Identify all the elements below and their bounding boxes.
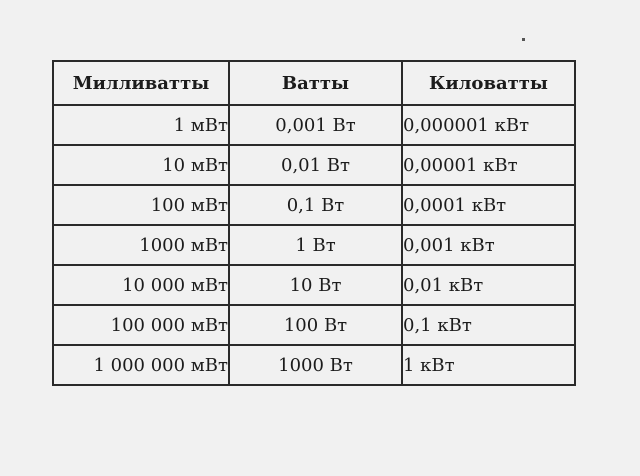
cell-milliwatts: 1 000 000 мВт	[53, 345, 229, 385]
cell-kilowatts: 0,1 кВт	[402, 305, 575, 345]
cell-kilowatts: 0,01 кВт	[402, 265, 575, 305]
table-row	[53, 265, 575, 305]
cell-kilowatts: 0,000001 кВт	[402, 105, 575, 145]
table-row	[53, 105, 575, 145]
header-row	[53, 61, 575, 105]
cell-kilowatts: 0,00001 кВт	[402, 145, 575, 185]
cell-milliwatts: 100 000 мВт	[53, 305, 229, 345]
cell-milliwatts: 1 мВт	[53, 105, 229, 145]
cell-watts: 1000 Вт	[229, 345, 402, 385]
table-row	[53, 145, 575, 185]
cell-kilowatts: 0,0001 кВт	[402, 185, 575, 225]
cell-milliwatts: 10 мВт	[53, 145, 229, 185]
cell-milliwatts: 10 000 мВт	[53, 265, 229, 305]
table-row	[53, 225, 575, 265]
table-row	[53, 345, 575, 385]
header-kilowatts: Киловатты	[402, 61, 575, 105]
cell-kilowatts: 0,001 кВт	[402, 225, 575, 265]
cell-watts: 0,001 Вт	[229, 105, 402, 145]
cell-watts: 100 Вт	[229, 305, 402, 345]
header-watts: Ватты	[229, 61, 402, 105]
cell-watts: 0,01 Вт	[229, 145, 402, 185]
header-milliwatts: Милливатты	[53, 61, 229, 105]
cell-watts: 10 Вт	[229, 265, 402, 305]
cell-watts: 1 Вт	[229, 225, 402, 265]
cell-milliwatts: 1000 мВт	[53, 225, 229, 265]
scan-speck	[522, 38, 525, 41]
cell-kilowatts: 1 кВт	[402, 345, 575, 385]
cell-watts: 0,1 Вт	[229, 185, 402, 225]
cell-milliwatts: 100 мВт	[53, 185, 229, 225]
table-row	[53, 305, 575, 345]
table-row	[53, 185, 575, 225]
unit-conversion-table	[52, 60, 576, 386]
